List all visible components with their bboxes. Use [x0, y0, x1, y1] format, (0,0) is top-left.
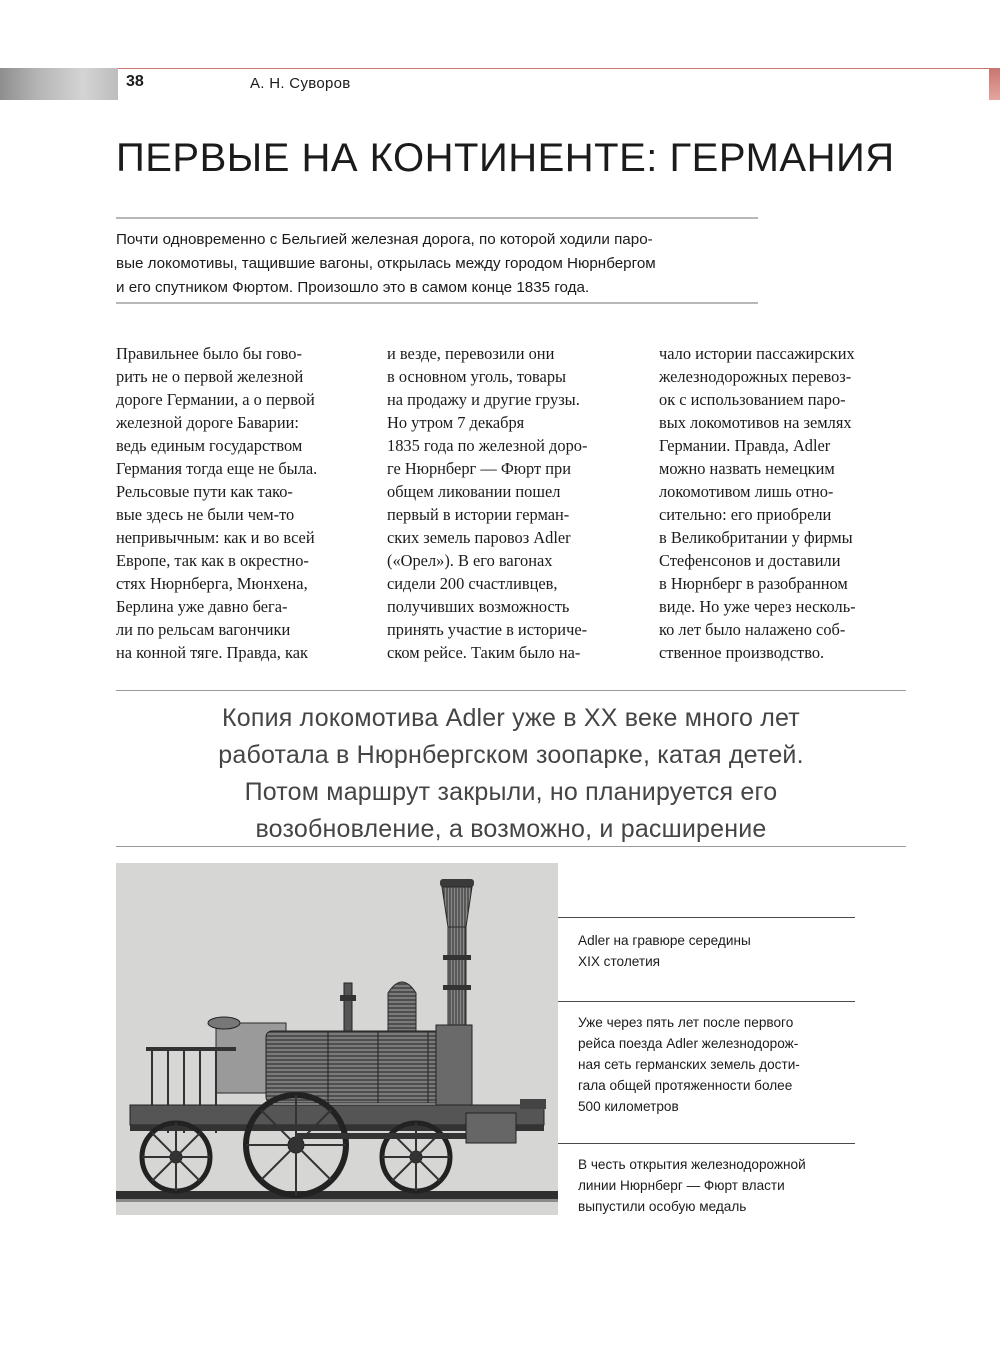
- body-line: ском рейсе. Таким было на-: [387, 643, 581, 662]
- page-title: ПЕРВЫЕ НА КОНТИНЕНТЕ: ГЕРМАНИЯ: [116, 136, 895, 180]
- body-line: Европе, так как в окрестно-: [116, 551, 309, 570]
- caption-line: Уже через пять лет после первого: [578, 1015, 794, 1030]
- body-line: принять участие в историче-: [387, 620, 588, 639]
- header-rule: [118, 68, 1000, 69]
- body-line: непривычным: как и во всей: [116, 528, 315, 547]
- body-line: ок с использованием паро-: [659, 390, 846, 409]
- body-line: Но утром 7 декабря: [387, 413, 525, 432]
- caption-line: XIX столетия: [578, 954, 661, 969]
- body-column-1: [116, 342, 317, 664]
- caption-medal: [578, 1154, 806, 1217]
- body-line: дороге Германии, а о первой: [116, 390, 315, 409]
- caption-line: ная сеть германских земель дости-: [578, 1057, 800, 1072]
- body-line: Стефенсонов и доставили: [659, 551, 841, 570]
- caption-rule: [558, 917, 855, 918]
- body-line: чало истории пассажирских: [659, 344, 855, 363]
- body-column-3: [659, 342, 856, 664]
- body-line: сительно: его приобрели: [659, 505, 832, 524]
- caption-line: рейса поезда Adler железнодорож-: [578, 1036, 799, 1051]
- caption-rule: [558, 1143, 855, 1144]
- body-line: («Орел»). В его вагонах: [387, 551, 553, 570]
- body-line: стях Нюрнберга, Мюнхена,: [116, 574, 308, 593]
- body-line: в Нюрнберг в разобранном: [659, 574, 848, 593]
- lead-line: и его спутником Фюртом. Произошло это в самом конце 1835 года.: [116, 279, 590, 296]
- body-line: Берлина уже давно бега-: [116, 597, 288, 616]
- caption-rule: [558, 1001, 855, 1002]
- body-line: сидели 200 счастливцев,: [387, 574, 558, 593]
- body-line: железнодорожных перевоз-: [659, 367, 852, 386]
- header-accent-strip: [0, 68, 118, 100]
- caption-line: Adler на гравюре середины: [578, 933, 751, 948]
- body-line: железной дороге Баварии:: [116, 413, 299, 432]
- quote-line: Копия локомотива Adler уже в XX веке много лет: [222, 704, 800, 732]
- pull-quote: [116, 700, 906, 848]
- body-line: ге Нюрнберг — Фюрт при: [387, 459, 572, 478]
- caption-line: линии Нюрнберг — Фюрт власти: [578, 1178, 785, 1193]
- body-line: Германия тогда еще не была.: [116, 459, 318, 478]
- body-line: и везде, перевозили они: [387, 344, 555, 363]
- body-line: можно назвать немецким: [659, 459, 835, 478]
- caption-network: [578, 1012, 800, 1117]
- lead-line: Почти одновременно с Бельгией железная дорога, по которой ходили паро-: [116, 231, 653, 248]
- caption-line: выпустили особую медаль: [578, 1199, 747, 1214]
- body-line: Правильнее было бы гово-: [116, 344, 302, 363]
- running-head-author: А. Н. Суворов: [250, 75, 351, 92]
- quote-line: Потом маршрут закрыли, но планируется его: [244, 778, 778, 806]
- body-line: общем ликовании пошел: [387, 482, 561, 501]
- lead-bottom-rule: [116, 302, 758, 304]
- locomotive-engraving: [116, 863, 558, 1215]
- page-number: 38: [126, 73, 144, 90]
- caption-line: гала общей протяженности более: [578, 1078, 793, 1093]
- body-line: на конной тяге. Правда, как: [116, 643, 308, 662]
- quote-line: возобновление, а возможно, и расширение: [255, 815, 767, 843]
- body-line: Рельсовые пути как тако-: [116, 482, 293, 501]
- body-line: ственное производство.: [659, 643, 825, 662]
- quote-line: работала в Нюрнбергском зоопарке, катая детей.: [218, 741, 804, 769]
- lead-top-rule: [116, 217, 758, 219]
- body-line: получивших возможность: [387, 597, 570, 616]
- body-line: Германии. Правда, Adler: [659, 436, 831, 455]
- body-line: виде. Но уже через несколь-: [659, 597, 856, 616]
- lead-paragraph: [116, 228, 776, 300]
- body-line: вые здесь не были чем-то: [116, 505, 295, 524]
- quote-bottom-rule: [116, 846, 906, 847]
- caption-line: В честь открытия железнодорожной: [578, 1157, 806, 1172]
- body-column-2: [387, 342, 587, 664]
- body-line: локомотивом лишь отно-: [659, 482, 834, 501]
- body-line: рить не о первой железной: [116, 367, 304, 386]
- body-line: ко лет было налажено соб-: [659, 620, 846, 639]
- body-line: в основном уголь, товары: [387, 367, 567, 386]
- body-line: на продажу и другие грузы.: [387, 390, 580, 409]
- caption-line: 500 километров: [578, 1099, 679, 1114]
- header-edge-accent: [989, 68, 1000, 100]
- steam-locomotive-icon: [116, 863, 558, 1215]
- body-line: в Великобритании у фирмы: [659, 528, 853, 547]
- body-line: ских земель паровоз Adler: [387, 528, 571, 547]
- body-line: вых локомотивов на землях: [659, 413, 852, 432]
- body-line: 1835 года по железной доро-: [387, 436, 588, 455]
- body-line: первый в истории герман-: [387, 505, 570, 524]
- quote-top-rule: [116, 690, 906, 691]
- body-line: ведь единым государством: [116, 436, 303, 455]
- body-line: ли по рельсам вагончики: [116, 620, 291, 639]
- caption-engraving: [578, 930, 751, 972]
- lead-line: вые локомотивы, тащившие вагоны, открылась между городом Нюрнбергом: [116, 255, 656, 272]
